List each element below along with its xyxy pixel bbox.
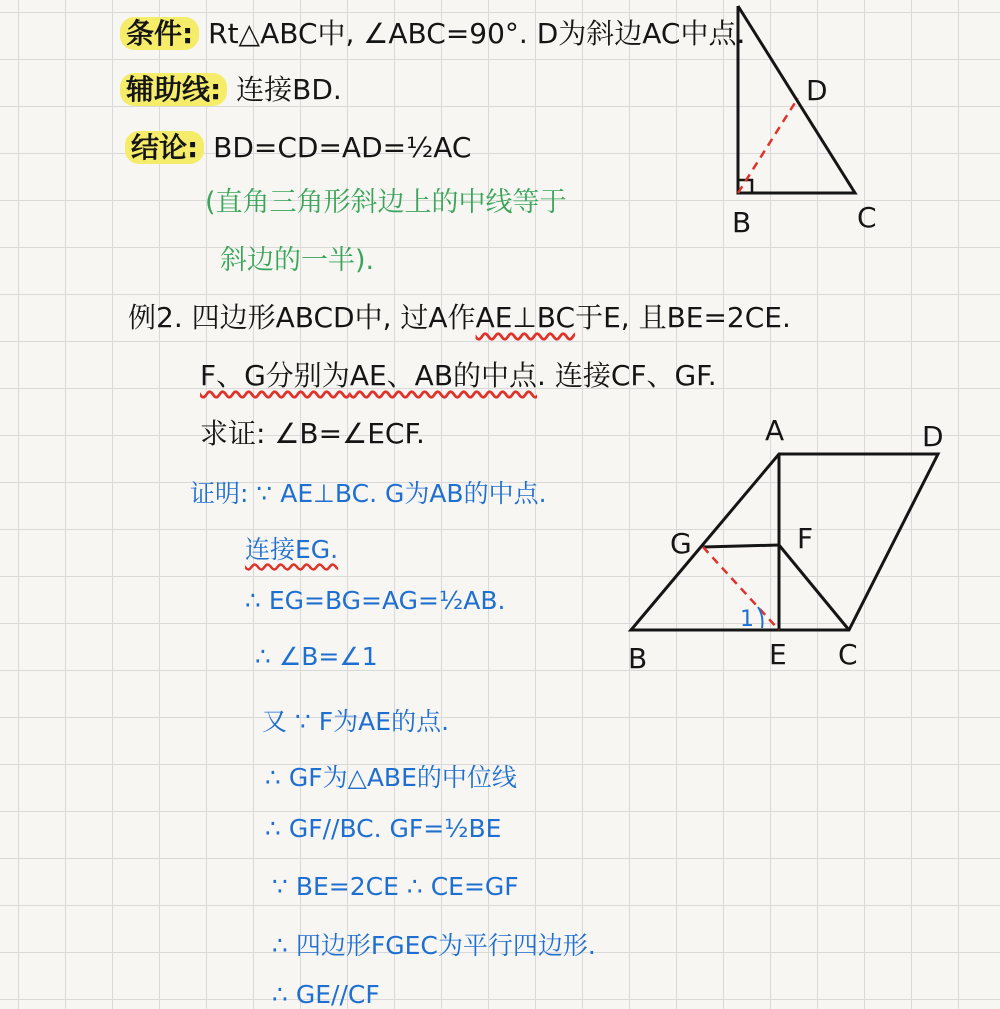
example-line-2-a: F、G分别为 xyxy=(200,359,350,392)
label-c-fig2: C xyxy=(838,638,858,671)
proof-line-10: ∴ GE//CF xyxy=(272,980,380,1009)
proof-line-5: 又 ∵ F为AE的点. xyxy=(262,707,450,736)
example-line-1-a: 例2. 四边形ABCD中, 过A作 xyxy=(128,301,476,334)
conclusion-text: BD=CD=AD=½AC xyxy=(213,131,472,164)
remark-line-1: (直角三角形斜边上的中线等于 xyxy=(205,187,567,218)
proof-line-1: 证明: ∵ AE⊥BC. G为AB的中点. xyxy=(190,479,547,508)
label-g: G xyxy=(670,527,692,560)
example-line-2-b: AE、AB的中点 xyxy=(349,359,538,392)
segment-cf xyxy=(779,545,849,630)
example-line-1-b: AE⊥BC xyxy=(475,301,576,334)
proof-line-2: 连接EG. xyxy=(245,535,339,564)
example-line-3: 求证: ∠B=∠ECF. xyxy=(200,417,425,450)
example-line-1-c: 于E, 且BE=2CE. xyxy=(575,301,791,334)
segment-gf xyxy=(703,545,779,547)
proof-line-7: ∴ GF//BC. GF=½BE xyxy=(265,814,502,843)
label-f: F xyxy=(797,522,814,555)
parallelogram-figure xyxy=(628,414,944,675)
label-b-fig2: B xyxy=(628,642,648,675)
label-d-fig1: D xyxy=(806,74,828,107)
aux-text: 连接BD. xyxy=(236,73,342,106)
label-c-fig1: C xyxy=(857,201,877,234)
label-b-fig1: B xyxy=(732,206,752,239)
proof-line-3: ∴ EG=BG=AG=½AB. xyxy=(245,586,506,615)
proof-line-6: ∴ GF为△ABE的中位线 xyxy=(265,763,517,792)
label-e: E xyxy=(769,638,787,671)
condition-label: 条件: xyxy=(120,17,199,50)
conclusion-label: 结论: xyxy=(125,131,204,164)
aux-label: 辅助线: xyxy=(120,73,227,106)
proof-line-8: ∵ BE=2CE ∴ CE=GF xyxy=(272,872,519,901)
example-line-2-c: . 连接CF、GF. xyxy=(537,359,717,392)
label-angle-1: 1 xyxy=(740,607,754,632)
label-a: A xyxy=(765,414,785,447)
proof-line-4: ∴ ∠B=∠1 xyxy=(255,642,378,671)
condition-text: Rt△ABC中, ∠ABC=90°. D为斜边AC中点. xyxy=(208,17,746,50)
right-triangle-figure xyxy=(732,6,877,239)
proof-line-9: ∴ 四边形FGEC为平行四边形. xyxy=(272,931,596,960)
median-bd xyxy=(738,98,798,193)
remark-line-2: 斜边的一半). xyxy=(220,245,375,276)
label-d-fig2: D xyxy=(922,420,944,453)
